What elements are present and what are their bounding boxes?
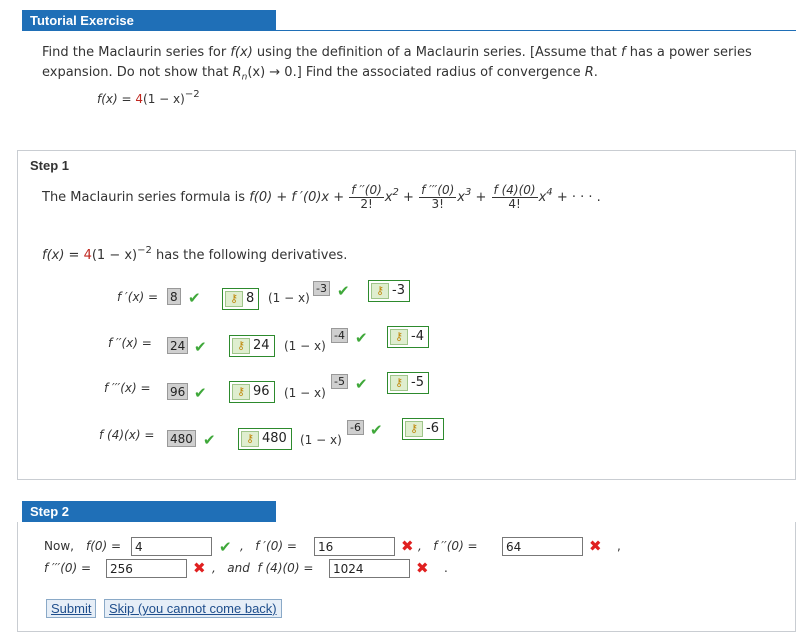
key-icon: ⚷ [371,283,389,299]
key-icon: ⚷ [405,421,423,437]
row2-base: (1 − x) [284,339,326,353]
row3-key-exp [387,372,429,394]
key-icon: ⚷ [390,329,408,345]
function-exp: −2 [184,89,200,100]
key-icon: ⚷ [232,338,250,354]
frac-num: f ′′′(0) [421,183,455,197]
row3-exp-answer: -5 [331,374,348,389]
prompt-text: using the definition of a Maclaurin series. [Assume that [252,45,622,60]
row4-answer: 480 [167,430,196,447]
prompt-text: Find the Maclaurin series for [42,45,231,60]
step1-title: Step 1 [30,158,70,173]
f0-input[interactable] [131,537,212,556]
row1-label: f ′(x) = [117,290,159,304]
function-coef: 4 [135,92,144,106]
function-rest: (1 − x) [143,92,185,106]
skip-button[interactable]: Skip (you cannot come back) [104,599,282,618]
deriv-exp: −2 [137,244,152,256]
row1-base: (1 − x) [268,291,310,305]
prompt-fx: f(x) [230,45,253,60]
x-mark-icon: ✖ [589,537,602,555]
check-icon: ✔ [203,431,216,449]
fp0-input[interactable] [314,537,395,556]
step2-header: Step 2 [22,501,276,522]
formula-end: + · · · . [556,190,601,205]
key-coef-value: 8 [246,291,255,306]
check-icon: ✔ [219,538,232,556]
fp0-label: , f ′(0) = [240,539,297,553]
key-coef-value: 24 [253,338,270,353]
row4-key-exp [402,418,444,440]
fppp0-input[interactable] [106,559,187,578]
frac-den: 2! [360,197,373,211]
row1-exp-answer: -3 [313,281,330,296]
key-icon: ⚷ [241,431,259,447]
check-icon: ✔ [194,384,207,402]
row2-key-exp [387,326,429,348]
prompt-line-1 [42,45,752,60]
x-mark-icon: ✖ [401,537,414,555]
trailing-comma: , [617,539,621,553]
fraction-fourth [492,184,538,211]
deriv-post: has the following derivatives. [151,248,348,263]
key-icon: ⚷ [225,291,243,307]
key-exp-value: -4 [411,329,424,344]
submit-button[interactable]: Submit [46,599,96,618]
prompt-text: . [593,65,598,80]
step2-now: Now, [44,539,74,553]
row1-answer: 8 [167,288,181,305]
derivatives-intro [42,244,348,263]
deriv-coef: 4 [83,248,92,263]
check-icon: ✔ [188,289,201,307]
formula-term: f(0) + f ′(0)x + [249,190,345,205]
check-icon: ✔ [337,282,350,300]
prompt-line-2 [42,65,598,83]
formula-intro: The Maclaurin series formula is [42,190,250,205]
function-lhs: f(x) = [97,92,136,106]
prompt-rn-sub: n [241,72,248,83]
prompt-text: has a power series [625,45,752,60]
row3-label: f ′′′(x) = [104,381,151,395]
formula-plus: + [403,190,414,205]
check-icon: ✔ [355,375,368,393]
frac-pow: 4 [546,186,553,198]
function-definition [97,89,200,106]
frac-pow: 2 [392,186,399,198]
key-exp-value: -6 [426,421,439,436]
row4-base: (1 − x) [300,433,342,447]
f0-label: f(0) = [86,539,122,553]
prompt-text: expansion. Do not show that [42,65,233,80]
header-rule [276,30,796,31]
row4-key-coef [238,428,292,450]
x-mark-icon: ✖ [193,559,206,577]
frac-num: f (4)(0) [493,183,536,197]
prompt-text: (x) → 0.] Find the associated radius of convergence [247,65,585,80]
maclaurin-formula [42,184,601,211]
check-icon: ✔ [194,338,207,356]
row3-key-coef [229,381,275,403]
key-exp-value: -5 [411,375,424,390]
key-icon: ⚷ [232,384,250,400]
frac-num: f ′′(0) [351,183,382,197]
row2-label: f ′′(x) = [108,336,152,350]
row2-key-coef [229,335,275,357]
fraction-second [349,184,384,211]
check-icon: ✔ [355,329,368,347]
fpp0-input[interactable] [502,537,583,556]
row2-exp-answer: -4 [331,328,348,343]
key-coef-value: 480 [262,431,287,446]
tutorial-exercise-header: Tutorial Exercise [22,10,276,31]
key-coef-value: 96 [253,384,270,399]
frac-den: 4! [508,197,521,211]
f40-label: , and f (4)(0) = [212,561,314,575]
deriv-rest: (1 − x) [91,248,138,263]
fppp0-label: f ′′′(0) = [44,561,92,575]
deriv-lhs: f(x) = [42,248,84,263]
prompt-rn: R [232,65,242,80]
frac-pow: 3 [464,186,472,198]
row3-base: (1 − x) [284,386,326,400]
key-exp-value: -3 [392,283,405,298]
row1-key-coef [222,288,259,310]
frac-x: $x^4$ [538,186,553,205]
x-mark-icon: ✖ [416,559,429,577]
frac-den: 3! [431,197,444,211]
fpp0-label: , f ′′(0) = [418,539,478,553]
prompt-f: f [621,45,626,60]
row4-exp-answer: -6 [347,420,364,435]
frac-x: $x^3$ [457,186,472,205]
row1-key-exp [368,280,410,302]
trailing-period: . [444,561,448,575]
row3-answer: 96 [167,383,188,400]
prompt-R: R [584,65,594,80]
key-icon: ⚷ [390,375,408,391]
fraction-third [419,184,456,211]
check-icon: ✔ [370,421,383,439]
formula-plus: + [475,190,487,205]
frac-x: $x^2$ [384,186,399,205]
row2-answer: 24 [167,337,188,354]
f40-input[interactable] [329,559,410,578]
row4-label: f (4)(x) = [99,428,155,442]
